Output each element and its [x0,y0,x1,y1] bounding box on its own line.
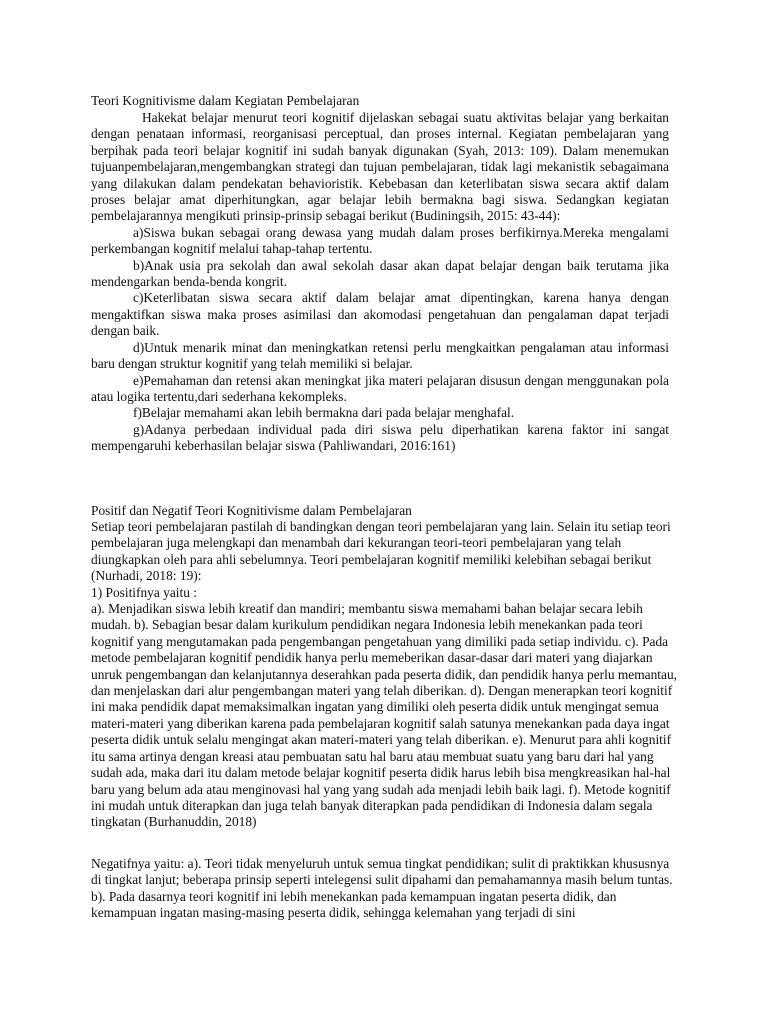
section-title-positif-negatif: Positif dan Negatif Teori Kognitivisme dalam Pembelajaran [91,503,412,518]
principle-item-g: g)Adanya perbedaan individual pada diri siswa pelu diperhatikan karena faktor ini sangat mempengaruhi keberhasilan belajar siswa (Pahliwandari, 2016:161) [91,421,669,454]
principle-item-c: c)Keterlibatan siswa secara aktif dalam belajar amat dipentingkan, karena hanya dengan mengaktifkan siswa maka proses asimilasi dan akomodasi pengetahuan dan pengalaman dapat terjadi dengan baik. [91,290,669,339]
section-kognitivisme-body [91,110,669,455]
principle-item-d: d)Untuk menarik minat dan meningkatkan retensi perlu mengkaitkan pengalaman atau informasi baru dengan struktur kognitif yang telah memiliki si belajar. [91,339,669,372]
section-positif-body [91,519,681,831]
positif-paragraph: a). Menjadikan siswa lebih kreatif dan mandiri; membantu siswa memahami bahan belajar secara lebih mudah. b). Sebagian besar dalam kurikulum pendidikan negara Indonesia lebih menekankan pada teori kognitif yang mengutamakan pada pengembangan pengetahuan yang dimiliki pada setiap individu. c). Pada metode pembelajaran kognitif pendidik hanya perlu memeberikan dasar-dasar dari materi yang diajarkan unruk pengembangan dan kelanjutannya deserahkan pada peserta didik, dan pendidik hanya perlu memantau, dan menjelaskan dari alur pengembangan materi yang telah diberikan. d). Dengan menerapkan teori kognitif ini maka pendidik dapat memaksimalkan ingatan yang dimiliki oleh peserta didik untuk mengingat semua materi-materi yang diberikan karena pada pembelajaran kognitif salah satunya menekankan pada daya ingat peserta didik untuk selalu mengingat akan materi-materi yang telah diberikan. e). Menurut para ahli kognitif itu sama artinya dengan kreasi atau pembuatan satu hal baru atau membuat suatu yang baru dari hal yang sudah ada, maka dari itu dalam metode belajar kognitif peserta didik harus lebih bisa mengkreasikan hal-hal baru yang belum ada atau menginovasi hal yang yang sudah ada menjadi lebih baik lagi. f). Metode kognitif ini mudah untuk diterapkan dan juga telah banyak diterapkan pada pendidikan di Indonesia dalam segala tingkatan (Burhanuddin, 2018) [91,601,678,830]
negatif-paragraph: Negatifnya yaitu: a). Teori tidak menyeluruh untuk semua tingkat pendidikan; sulit di praktikkan khususnya di tingkat lanjut; beberapa prinsip seperti intelegensi sulit dipahami dan pemahamannya masih belum tuntas. b). Pada dasarnya teori kognitif ini lebih menekankan pada kemampuan ingatan peserta didik, dan kemampuan ingatan masing-masing peserta didik, sehingga kelemahan yang terjadi di sini [91,856,673,921]
section-negatif-body [91,856,681,922]
comparison-intro-paragraph: Setiap teori pembelajaran pastilah di bandingkan dengan teori pembelajaran yang lain. Selain itu setiap teori pembelajaran juga melengkapi dan menambah dari kekurangan teori-teori pembelajaran yang telah diungkapkan oleh para ahli sebelumnya. Teori pembelajaran kognitif memiliki kelebihan sebagai berikut (Nurhadi, 2018: 19): [91,519,671,584]
section-title-kognitivisme: Teori Kognitivisme dalam Kegiatan Pembelajaran [91,93,360,108]
principle-item-f: f)Belajar memahami akan lebih bermakna dari pada belajar menghafal. [133,405,515,421]
intro-paragraph: Hakekat belajar menurut teori kognitif dijelaskan sebagai suatu aktivitas belajar yang berkaitan dengan penataan informasi, reorganisasi perceptual, dan proses internal. Kegiatan pembelajaran yang berpihak pada teori belajar kognitif ini sudah banyak digunakan (Syah, 2013: 109). Dalam menemukan tujuanpembelajaran,mengembangkan strategi dan tujuan pembelajaran, tidak lagi mekanistik sebagaimana yang dilakukan dalam pendekatan behavioristik. Kebebasan dan keterlibatan siswa secara aktif dalam proses belajar amat diperhitungkan, agar belajar lebih bermakna bagi siswa. Sedangkan kegiatan pembelajarannya mengikuti prinsip-prinsip sebagai berikut (Budiningsih, 2015: 43-44): [91,110,669,224]
principle-item-e: e)Pemahaman dan retensi akan meningkat jika materi pelajaran disusun dengan menggunakan pola atau logika tertentu,dari sederhana kekompleks. [91,372,669,404]
principle-item-a: a)Siswa bukan sebagai orang dewasa yang mudah dalam proses berfikirnya.Mereka mengalami perkembangan kognitif melalui tahap-tahap tertentu. [91,224,669,257]
positif-heading: 1) Positifnya yaitu : [91,584,198,600]
principle-item-b: b)Anak usia pra sekolah dan awal sekolah dasar akan dapat belajar dengan baik terutama jika mendengarkan benda-benda kongrit. [91,257,669,290]
